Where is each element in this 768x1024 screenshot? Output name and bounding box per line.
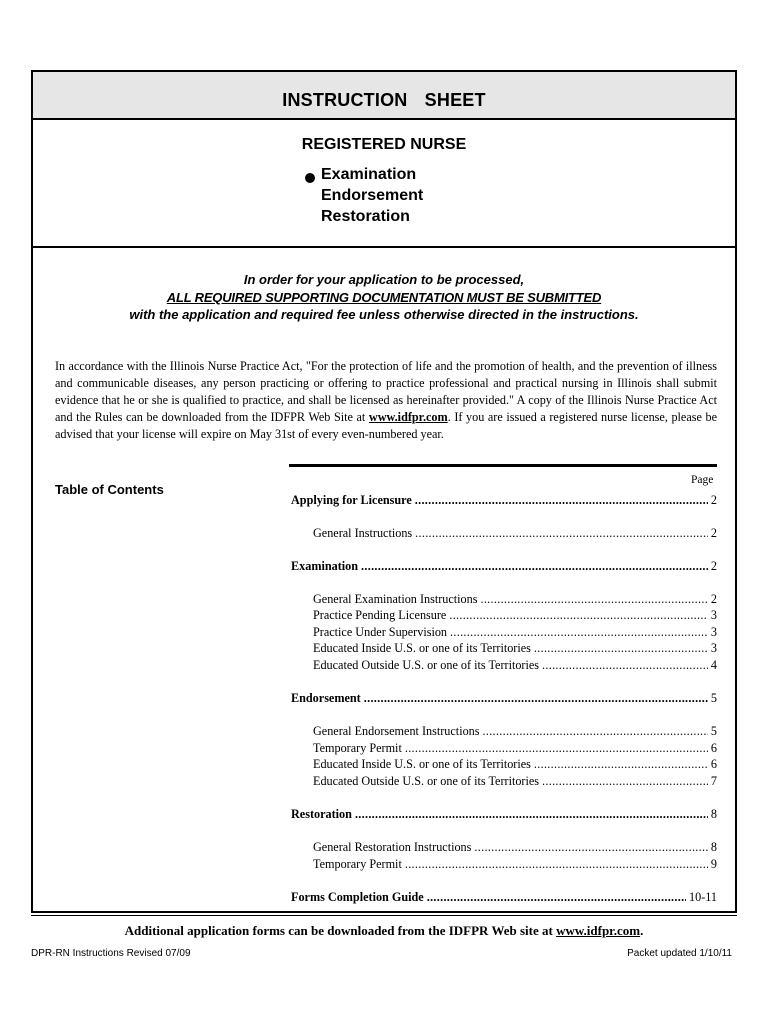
toc-entry (313, 641, 717, 656)
toc-entry (291, 493, 717, 508)
toc-leader-dots (364, 691, 708, 706)
license-type-panel (33, 120, 735, 248)
toc-entry (313, 625, 717, 640)
toc-leader-dots (474, 840, 708, 855)
toc-leader-dots (542, 658, 708, 673)
toc-leader-dots (415, 493, 708, 508)
notice-line-3: with the application and required fee unless otherwise directed in the instructions. (129, 307, 639, 322)
toc-label: Table of Contents (55, 482, 164, 497)
toc-entry (313, 592, 717, 607)
toc-entry-page: 6 (710, 741, 717, 755)
toc-leader-dots (483, 724, 708, 739)
toc-entry (313, 741, 717, 756)
toc-entry-page: 2 (710, 559, 717, 573)
footer-note-text: Additional application forms can be downloaded from the IDFPR Web site at (124, 923, 557, 938)
idfpr-link[interactable]: www.idfpr.com (368, 410, 448, 424)
toc-leader-dots (361, 559, 708, 574)
footer-note (0, 923, 768, 939)
toc-leader-dots (480, 592, 707, 607)
toc-entry-page: 3 (710, 641, 717, 655)
intro-paragraph (55, 358, 717, 443)
toc-leader-dots (427, 890, 686, 905)
toc-entry (313, 774, 717, 789)
option-restoration: Restoration (321, 208, 410, 225)
toc-entry-label: Practice Under Supervision (313, 625, 448, 639)
toc-entry-page: 6 (710, 757, 717, 771)
toc-entry (313, 608, 717, 623)
toc-entry-label: Applying for Licensure (291, 493, 412, 507)
toc-entry-label: General Endorsement Instructions (313, 724, 480, 738)
toc-entry-label: Restoration (291, 807, 352, 821)
toc-leader-dots (534, 757, 708, 772)
toc-leader-dots (534, 641, 708, 656)
toc-entry-label: Educated Inside U.S. or one of its Territories (313, 757, 531, 771)
toc-entry-page: 4 (710, 658, 717, 672)
toc-entry-page: 3 (710, 608, 717, 622)
toc-entry-label: Forms Completion Guide (291, 890, 424, 904)
notice-line-2: ALL REQUIRED SUPPORTING DOCUMENTATION MUST BE SUBMITTED (166, 290, 602, 305)
toc-entry-label: General Instructions (313, 526, 413, 540)
toc-entry-label: General Restoration Instructions (313, 840, 472, 854)
selected-option-bullet-icon (305, 173, 315, 183)
toc-entry-label: Temporary Permit (313, 857, 402, 871)
toc-page-header: Page (691, 474, 714, 486)
toc-entry-page: 10-11 (689, 890, 717, 904)
toc-leader-dots (415, 526, 708, 541)
toc-leader-dots (542, 774, 708, 789)
toc-entry-label: Educated Outside U.S. or one of its Territories (313, 774, 540, 788)
toc-entry-page: 7 (710, 774, 717, 788)
toc-entry-page: 8 (710, 840, 717, 854)
footer-note-end: . (640, 923, 644, 938)
toc-entry-label: Temporary Permit (313, 741, 402, 755)
option-examination: Examination (321, 166, 417, 183)
toc-entry-page: 9 (710, 857, 717, 871)
toc-entry-page: 8 (710, 807, 717, 821)
toc-leader-dots (450, 625, 708, 640)
packet-updated: Packet updated 1/10/11 (627, 948, 732, 959)
toc-entry-label: Practice Pending Licensure (313, 608, 447, 622)
toc-entry (313, 857, 717, 872)
notice-line-1: In order for your application to be processed, (243, 272, 525, 287)
license-type-title: REGISTERED NURSE (301, 136, 467, 153)
toc-leader-dots (449, 608, 708, 623)
toc-entry (291, 691, 717, 706)
toc-entry-label: General Examination Instructions (313, 592, 478, 606)
toc-entry (313, 840, 717, 855)
intro-text-end: . If you are issued a registered nurse license, please be advised that your license will expire on May 31st of every even-numbered year. (55, 410, 717, 441)
toc-leader-dots (355, 807, 708, 822)
toc-entry (313, 724, 717, 739)
option-endorsement: Endorsement (321, 187, 424, 204)
page-title: INSTRUCTION SHEET (282, 90, 486, 110)
toc-entry-page: 2 (710, 526, 717, 540)
toc-entry-label: Endorsement (291, 691, 361, 705)
instruction-sheet-frame (31, 70, 737, 913)
toc-entry-label: Examination (291, 559, 359, 573)
form-id: DPR-RN Instructions Revised 07/09 (31, 948, 191, 959)
toc-entry-page: 2 (710, 493, 717, 507)
toc-entry-page: 5 (710, 691, 717, 705)
toc-entry-label: Educated Outside U.S. or one of its Territories (313, 658, 540, 672)
toc-divider (289, 464, 717, 467)
toc-entry-page: 5 (710, 724, 717, 738)
toc-entry-page: 3 (710, 625, 717, 639)
footer-idfpr-link[interactable]: www.idfpr.com (556, 923, 641, 938)
toc-leader-dots (405, 741, 708, 756)
header-band (33, 72, 735, 120)
toc-leader-dots (405, 857, 708, 872)
toc-entry (291, 559, 717, 574)
toc-entry-page: 2 (710, 592, 717, 606)
toc-entry (313, 757, 717, 772)
toc-entry (291, 890, 717, 905)
toc-entry (291, 807, 717, 822)
toc-entry-label: Educated Inside U.S. or one of its Territories (313, 641, 531, 655)
intro-text: In accordance with the Illinois Nurse Practice Act, "For the protection of life and the promotion of health, and the prevention of illness and communicable diseases, any person practicing or offering to practice professional and practical nursing in Illinois shall submit evidence that he or she is qualified to practice, and shall be licensed as hereinafter provided." A copy of the Illinois Nurse Practice Act and the Rules can be downloaded from the IDFPR Web Site at (55, 359, 717, 424)
toc-entry (313, 526, 717, 541)
toc-entry (313, 658, 717, 673)
